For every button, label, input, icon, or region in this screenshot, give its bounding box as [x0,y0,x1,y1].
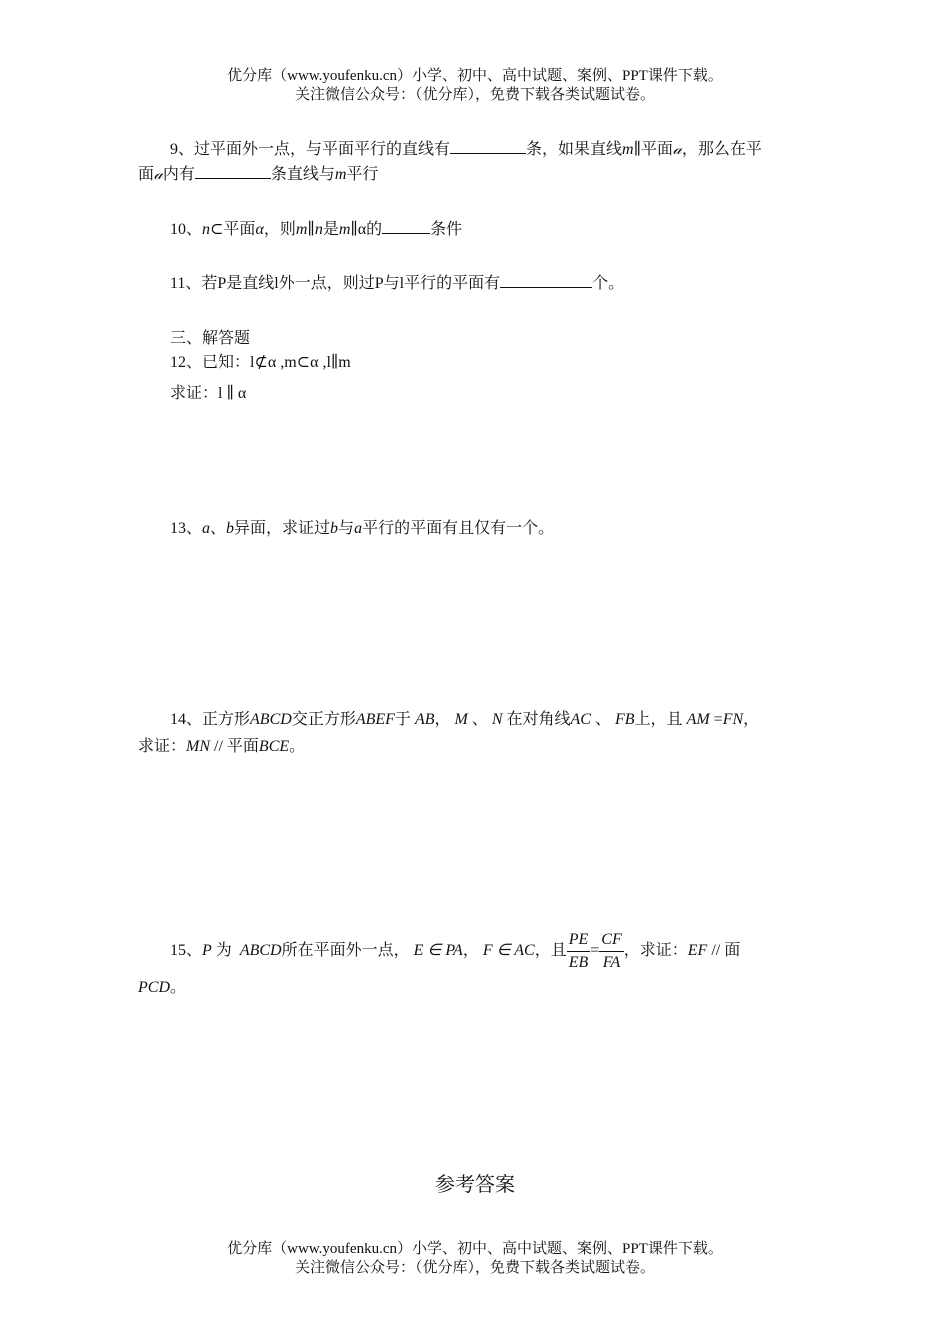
question-14-line-2: 求证：MN // 平面BCE。 [138,738,306,755]
fraction-pe-eb: $\frac{PE}{EB}$ [568,930,589,971]
question-12-prove: 求证：l ∥ α [170,385,247,402]
question-13: 13、a、b异面，求证过b与a平行的平面有且仅有一个。 [170,520,555,537]
header-line-1: 优分库（www.youfenku.cn）小学、初中、高中试题、案例、PPT课件下载。 [227,68,723,84]
question-10: 10、n⊂平面α，则m∥n是m∥α的 条件 [170,221,463,238]
question-9-line-1: 9、过平面外一点，与平面平行的直线有 条，如果直线m∥平面𝒶，那么在平 [170,141,762,158]
answer-blank[interactable] [195,164,271,179]
footer-line-1: 优分库（www.youfenku.cn）小学、初中、高中试题、案例、PPT课件下载。 [227,1241,723,1257]
question-11: 11、若P是直线l外一点，则过P与l平行的平面有 个。 [170,275,625,292]
question-15-line-1: 15、P 为 ABCD所在平面外一点， E ∈ PA， F ∈ AC，且 $\frac{PE}{EB}$ = $\frac{CF}{FA}$ ，求证：EF // 面 [170,928,740,974]
fraction-cf-fa: $\frac{CF}{FA}$ [601,930,622,971]
answer-blank[interactable] [382,219,430,234]
question-12-given: 12、已知：l⊄α ,m⊂α ,l∥m [170,354,351,371]
question-15-line-2: PCD。 [138,979,187,996]
header-line-2: 关注微信公众号：（优分库），免费下载各类试题试卷。 [294,87,655,103]
question-14-line-1: 14、正方形ABCD交正方形ABEF于 AB， M 、 N 在对角线AC 、 FB上，且 AM =FN， [170,711,760,728]
section-heading: 三、解答题 [170,330,251,347]
answer-blank[interactable] [450,139,526,154]
footer-line-2: 关注微信公众号：（优分库），免费下载各类试题试卷。 [294,1260,655,1276]
answer-blank[interactable] [500,273,592,288]
answers-title: 参考答案 [435,1172,515,1196]
question-9-line-2: 面𝒶内有 条直线与m平行 [138,166,379,183]
